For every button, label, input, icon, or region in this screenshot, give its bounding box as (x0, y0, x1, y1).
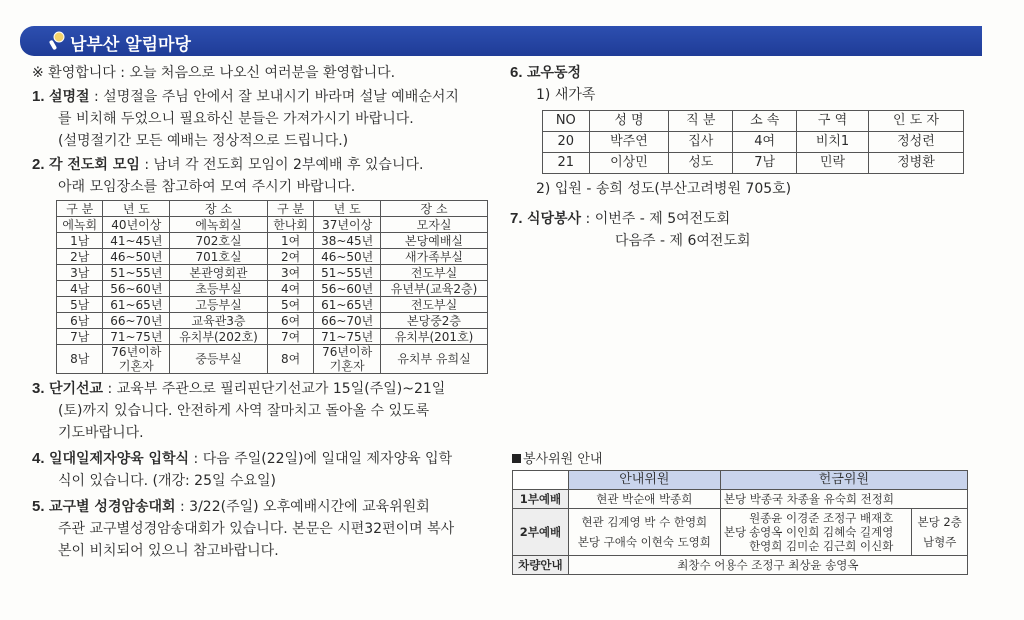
notice-5: 5. 교구별 성경암송대회 : 3/22(주일) 오후예배시간에 교육위원회 주관 교구별성경암송대회가 있습니다. 본문은 시편32편이며 복사 본이 비치되어 있으니 참고바랍니다. (32, 498, 455, 559)
right-column: 6. 교우동정 1) 새가족 NO 성 명 직 분 소 속 구 역 인 도 자 20 박주연 집사 4여 비치1 정성련 21 이상민 성도 7남 민락 정병환 2) 입원 - 송희 성도(부산고려병원 705호) 7. 식당봉사 : 이번주 - 제 5여전도회 다음주 - 제 6여전도회 (510, 62, 980, 252)
notice-title: 각 전도회 모임 (48, 157, 140, 173)
table-row: 1남 41~45년 702호실 1여 38~45년 본당예배실 (57, 233, 488, 249)
table-header-row: NO 성 명 직 분 소 속 구 역 인 도 자 (543, 111, 964, 132)
notice-1: 1. 설명절 : 설명절을 주님 안에서 잘 보내시기 바라며 설날 예배순서지 를 비치해 두었으니 필요하신 분들은 가져가시기 바랍니다. (설명절기간 모든 예배는 정상적으로 드립니다.) (32, 88, 459, 149)
meeting-schedule-table (56, 200, 488, 374)
header-banner (20, 26, 982, 56)
page-title: 남부산 알림마당 (70, 35, 191, 55)
notice-4: 4. 일대일제자양육 입학식 : 다음 주일(22일)에 일대일 제자양육 입학 식이 있습니다. (개강: 25일 수요일) (32, 450, 453, 489)
notice-3: 3. 단기선교 : 교육부 주관으로 필리핀단기선교가 15일(주일)~21일 (토)까지 있습니다. 안전하게 사역 잘마치고 돌아올 수 있도록 기도바랍니다. (32, 380, 446, 441)
table-row: 7남 71~75년 유치부(202호) 7여 71~75년 유치부(201호) (57, 329, 488, 345)
table-row: 4남 56~60년 초등부실 4여 56~60년 유년부(교육2층) (57, 281, 488, 297)
table-row: 6남 66~70년 교육관3층 6여 66~70년 본당중2층 (57, 313, 488, 329)
table-row: 20 박주연 집사 4여 비치1 정성련 (543, 132, 964, 153)
hospital-note: 2) 입원 - 송희 성도(부산고려병원 705호) (536, 181, 792, 197)
table-header-row: 구 분 년 도 장 소 구 분 년 도 장 소 (57, 201, 488, 217)
table-row: 1부예배 현관 박순애 박종희 본당 박종국 차종율 유숙희 전정희 (513, 490, 968, 509)
volunteer-title: 봉사위원 안내 (512, 448, 602, 467)
notice-title: 교구별 성경암송대회 (48, 499, 176, 515)
notice-title: 설명절 (48, 89, 90, 105)
square-bullet-icon (512, 454, 521, 463)
section-title: 식당봉사 (526, 211, 582, 227)
table-row: 8남 76년이하 기혼자 중등부실 8여 76년이하 기혼자 유치부 유희실 (57, 345, 488, 374)
microphone-icon (48, 31, 66, 51)
table-row: 차량안내 최창수 어용수 조정구 최상윤 송영옥 (513, 556, 968, 575)
table-body (543, 132, 964, 174)
notice-title: 단기선교 (48, 381, 104, 397)
table-row: 5남 61~65년 고등부실 5여 61~65년 전도부실 (57, 297, 488, 313)
new-family-table (542, 110, 964, 174)
notice-title: 일대일제자양육 입학식 (48, 451, 190, 467)
table-row: 21 이상민 성도 7남 민락 정병환 (543, 153, 964, 174)
welcome-text: ※ 환영합니다 : 오늘 처음으로 나오신 여러분을 환영합니다. (32, 65, 396, 81)
table-row: 2부예배 현관 김계영 박 수 한영희 본당 구애숙 이현숙 도영희 본당 원종윤 이경준 조정구 배재호 송영옥 이인희 김혜숙 길계영 한영희 김미순 김근희 이신화 본당 2층 남형주 (513, 509, 968, 556)
table-row: 3남 51~55년 본관영회관 3여 51~55년 전도부실 (57, 265, 488, 281)
table-row: 에녹회 40년이상 에녹회실 한나회 37년이상 모자실 (57, 217, 488, 233)
table-header-row: 안내위원 헌금위원 (513, 471, 968, 490)
table-body (57, 217, 488, 374)
volunteer-table (512, 470, 968, 575)
new-family-subtitle: 1) 새가족 (536, 87, 596, 103)
left-column (32, 62, 492, 562)
table-row: 2남 46~50년 701호실 2여 46~50년 새가족부실 (57, 249, 488, 265)
section-title: 교우동정 (526, 65, 582, 81)
notice-2: 2. 각 전도회 모임 : 남녀 각 전도회 모임이 2부예배 후 있습니다. 아래 모임장소를 참고하여 모여 주시기 바랍니다. (32, 156, 424, 195)
